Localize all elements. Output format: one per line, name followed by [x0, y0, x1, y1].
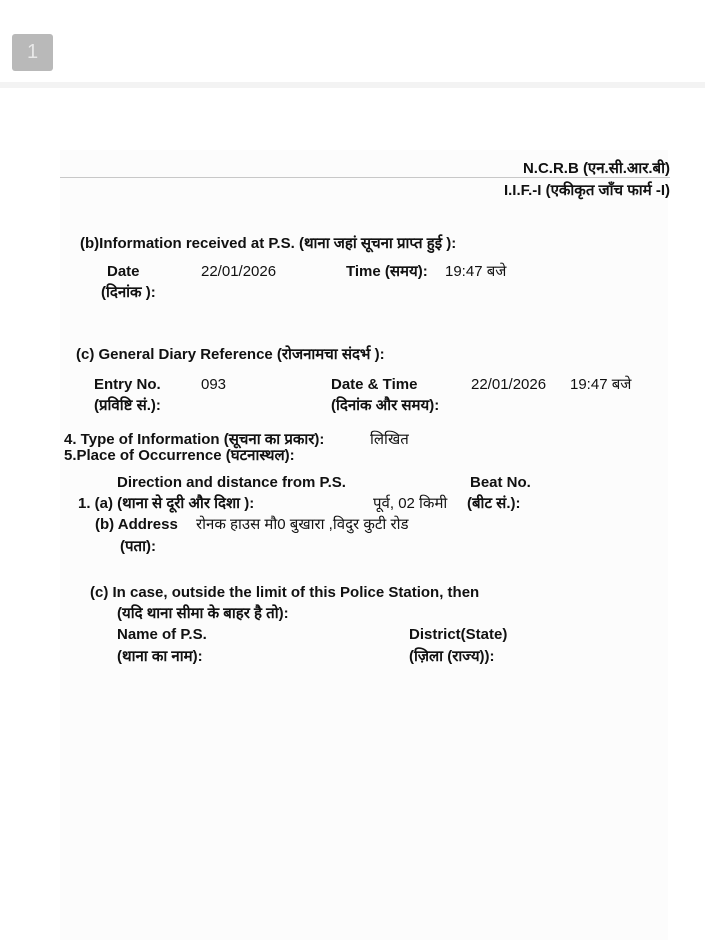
address-value: रोनक हाउस मौ0 बुखारा ,विदुर कुटी रोड — [196, 516, 409, 533]
direction-label-hi: 1. (a) (थाना से दूरी और दिशा ): — [78, 495, 255, 512]
district-label-hi: (ज़िला (राज्य)): — [409, 648, 495, 665]
outside-limit-heading-hi: (यदि थाना सीमा के बाहर है तो): — [117, 605, 289, 622]
gd-time-value: 19:47 बजे — [570, 376, 632, 393]
entry-no-label-hi: (प्रविष्टि सं.): — [94, 397, 161, 414]
date-label: Date — [107, 263, 140, 280]
outside-limit-heading: (c) In case, outside the limit of this Police Station, then — [90, 584, 480, 601]
address-label-hi: (पता): — [120, 538, 156, 555]
entry-no-label: Entry No. — [94, 376, 161, 393]
header-form: I.I.F.-I (एकीकृत जाँच फार्म -I) — [503, 182, 670, 199]
type-of-information-label: 4. Type of Information (सूचना का प्रकार): — [64, 431, 325, 448]
ps-name-label-hi: (थाना का नाम): — [117, 648, 203, 665]
header-rule — [60, 177, 670, 178]
page-number-badge[interactable]: 1 — [12, 34, 53, 71]
ps-name-label: Name of P.S. — [117, 626, 207, 643]
beat-no-label: Beat No. — [470, 474, 531, 491]
gd-datetime-label-hi: (दिनांक और समय): — [331, 397, 440, 414]
toolbar-divider — [0, 82, 705, 88]
date-value: 22/01/2026 — [201, 263, 277, 280]
gd-reference-heading: (c) General Diary Reference (रोजनामचा संदर्भ ): — [76, 346, 385, 363]
district-label: District(State) — [409, 626, 508, 643]
date-label-hi: (दिनांक ): — [101, 284, 156, 301]
time-label: Time (समय): — [346, 263, 428, 280]
place-of-occurrence-label: 5.Place of Occurrence (घटनास्थल): — [64, 447, 295, 464]
entry-no-value: 093 — [201, 376, 227, 393]
gd-date-value: 22/01/2026 — [471, 376, 547, 393]
time-value: 19:47 बजे — [445, 263, 507, 280]
gd-datetime-label: Date & Time — [331, 376, 418, 393]
header-org: N.C.R.B (एन.सी.आर.बी) — [522, 160, 670, 177]
section-b-heading: (b)Information received at P.S. (थाना जहां सूचना प्राप्त हुई ): — [80, 235, 457, 252]
type-of-information-value: लिखित — [370, 431, 409, 448]
direction-distance-label: Direction and distance from P.S. — [117, 474, 346, 491]
direction-value: पूर्व, 02 किमी — [373, 495, 448, 512]
beat-no-label-hi: (बीट सं.): — [467, 495, 521, 512]
address-label: (b) Address — [95, 516, 178, 533]
